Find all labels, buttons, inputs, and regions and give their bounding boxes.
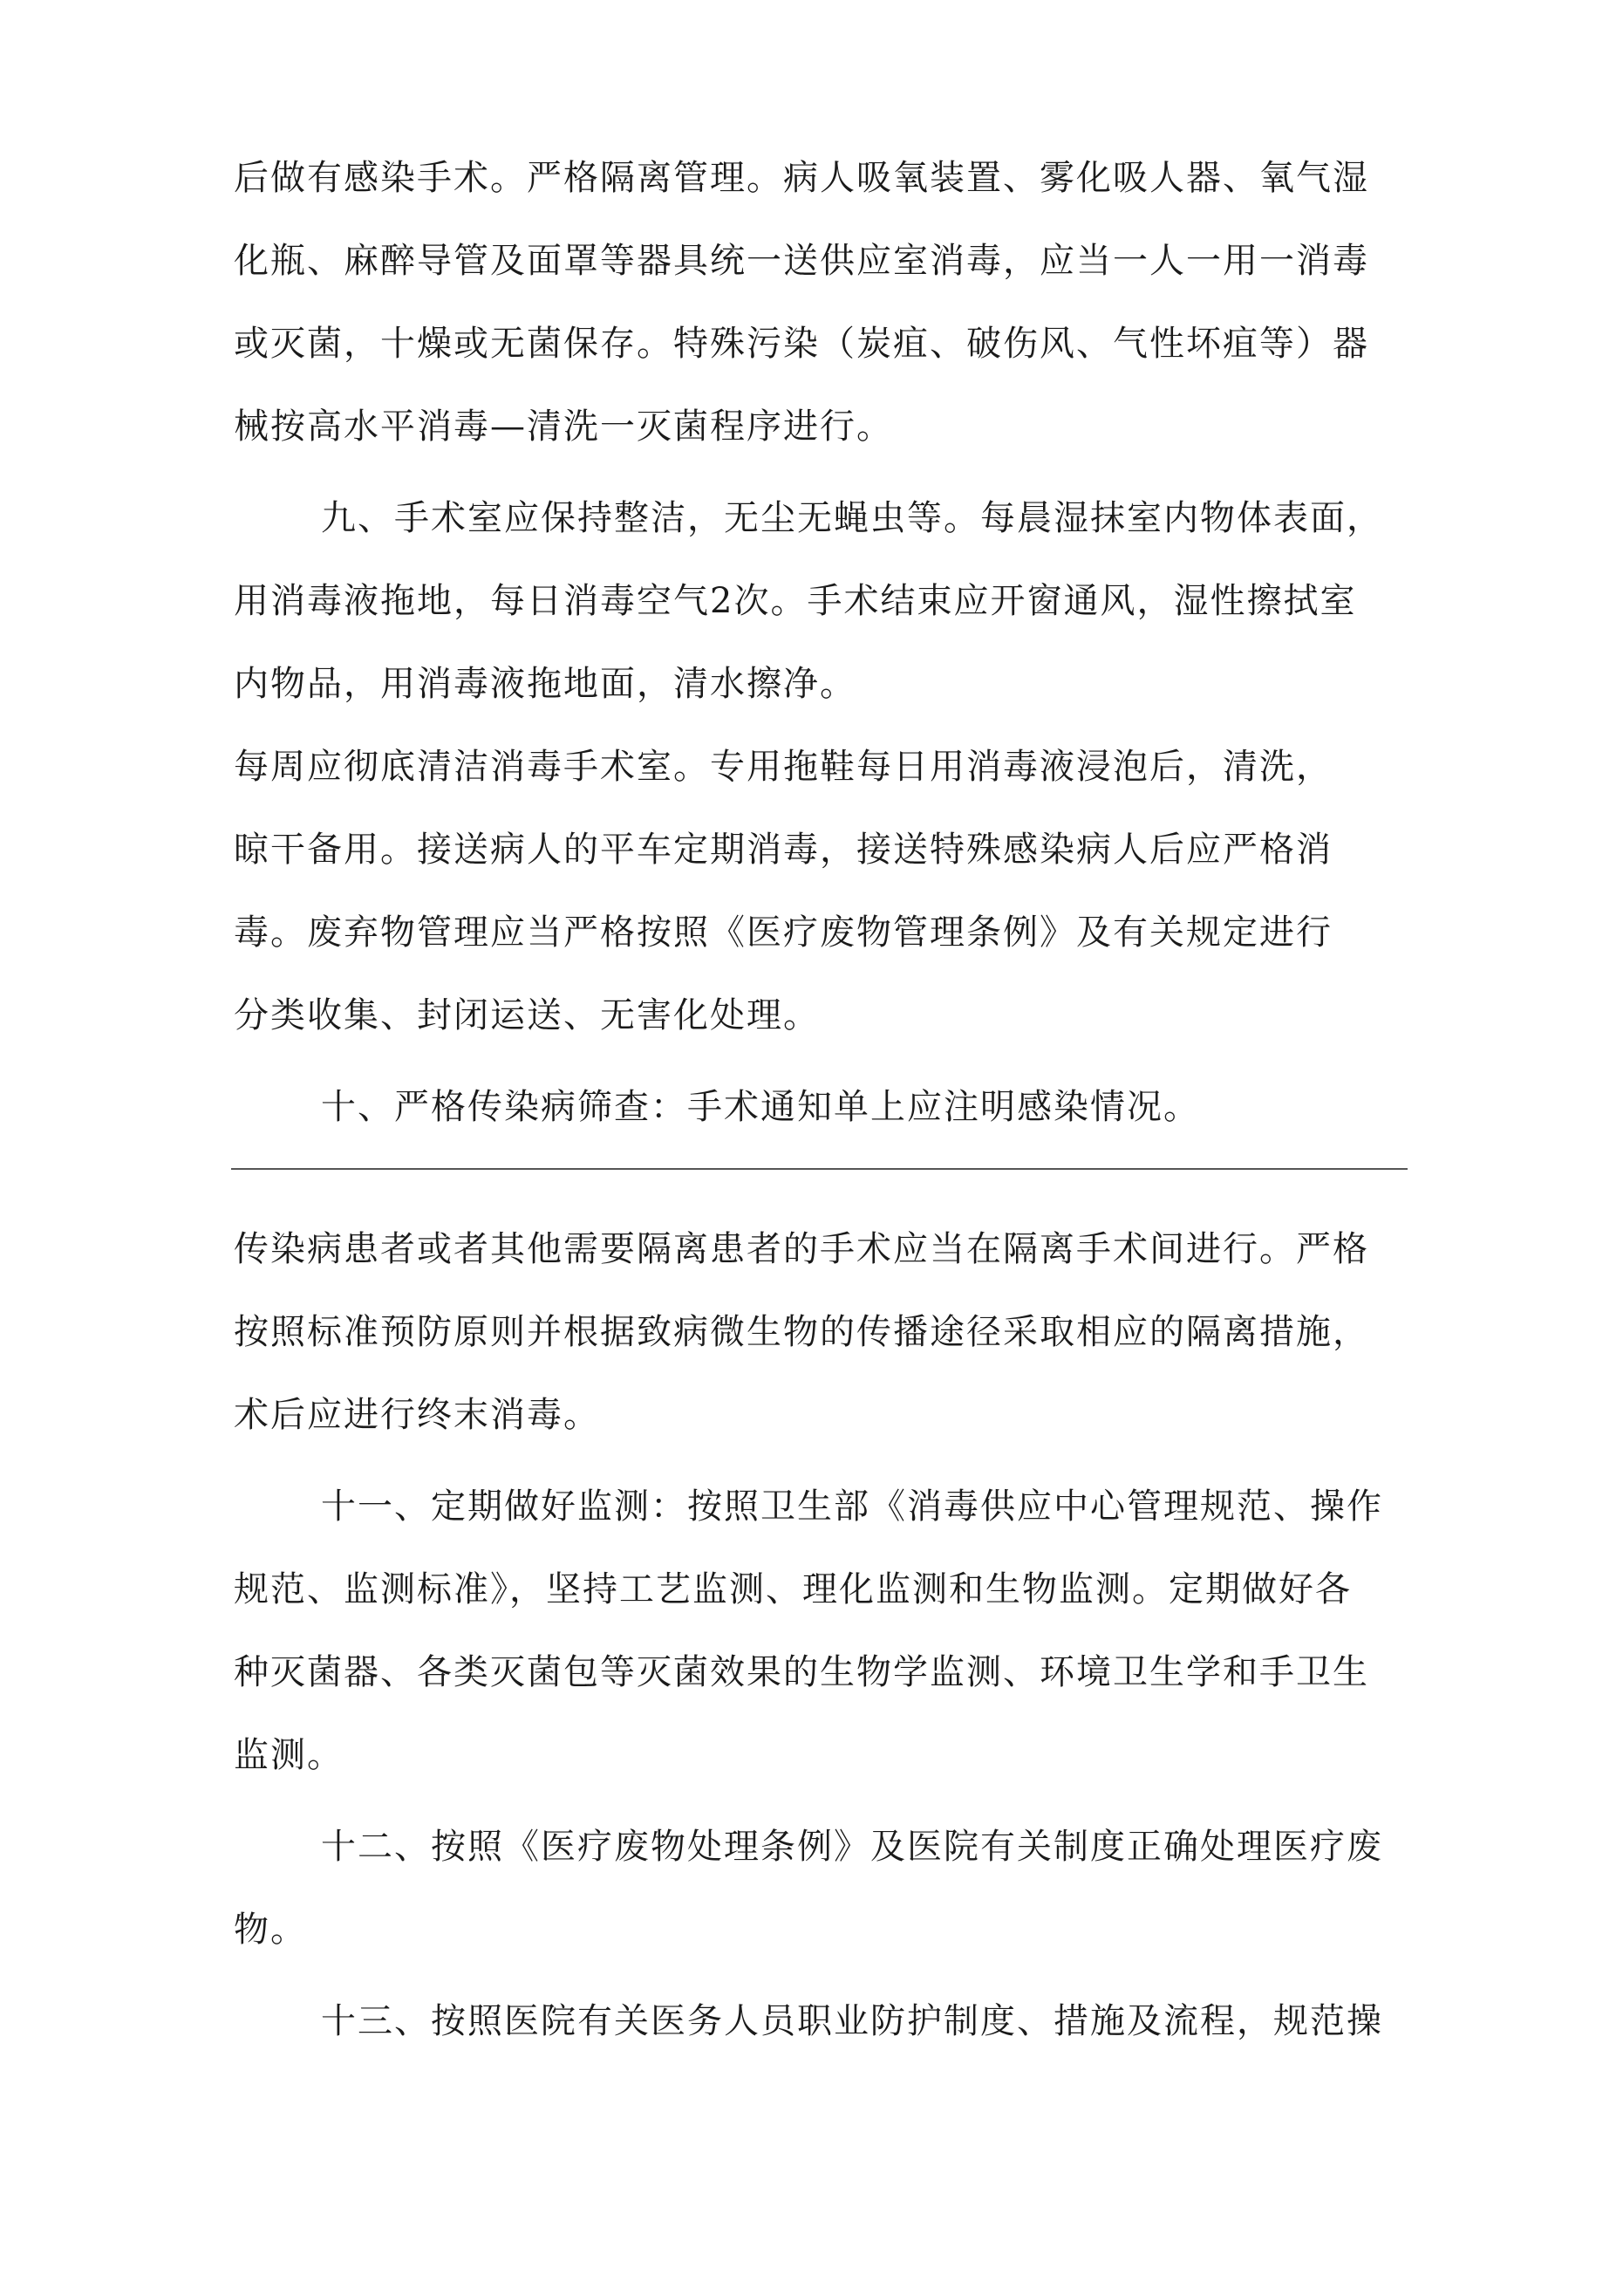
- text-line: 监测。: [234, 1735, 344, 1775]
- text-line: 术后应进行终末消毒。: [234, 1395, 600, 1435]
- text-line: 按照标准预防原则并根据致病微生物的传播途径采取相应的隔离措施，: [234, 1312, 1369, 1352]
- text-line: 晾干备用。接送病人的平车定期消毒，接送特殊感染病人后应严格消: [234, 830, 1333, 870]
- text-line: 十三、按照医院有关医务人员职业防护制度、措施及流程，规范操: [321, 2001, 1383, 2041]
- text-line: 化瓶、麻醉导管及面罩等器具统一送供应室消毒，应当一人一用一消毒: [234, 241, 1369, 281]
- text-line: 后做有感染手术。严格隔离管理。病人吸氧装置、雾化吸人器、氧气湿: [234, 158, 1369, 198]
- text-line: 传染病患者或者其他需要隔离患者的手术应当在隔离手术间进行。严格: [234, 1229, 1369, 1269]
- text-line: 规范、监测标准》，坚持工艺监测、理化监测和生物监测。定期做好各: [234, 1569, 1352, 1609]
- text-line: 十一、定期做好监测：按照卫生部《消毒供应中心管理规范、操作: [321, 1486, 1383, 1527]
- page-divider: [231, 1168, 1408, 1170]
- text-line: 械按高水平消毒—清洗一灭菌程序进行。: [234, 407, 893, 447]
- text-line: 每周应彻底清洁消毒手术室。专用拖鞋每日用消毒液浸泡后，清洗，: [234, 747, 1333, 787]
- text-line: 物。: [234, 1910, 307, 1950]
- text-line: 用消毒液拖地，每日消毒空气2次。手术结束应开窗通风，湿性擦拭室: [234, 581, 1357, 621]
- text-line: 十、严格传染病筛查：手术通知单上应注明感染情况。: [321, 1087, 1200, 1127]
- text-line: 种灭菌器、各类灭菌包等灭菌效果的生物学监测、环境卫生学和手卫生: [234, 1652, 1369, 1692]
- text-line: 毒。废弃物管理应当严格按照《医疗废物管理条例》及有关规定进行: [234, 912, 1333, 953]
- text-line: 分类收集、封闭运送、无害化处理。: [234, 995, 820, 1035]
- text-line: 内物品，用消毒液拖地面，清水擦净。: [234, 664, 856, 704]
- text-line: 十二、按照《医疗废物处理条例》及医院有关制度正确处理医疗废: [321, 1827, 1383, 1867]
- text-line: 或灭菌，十燥或无菌保存。特殊污染（炭疽、破伤风、气性坏疽等）器: [234, 324, 1369, 364]
- text-line: 九、手术室应保持整洁，无尘无蝇虫等。每晨湿抹室内物体表面，: [321, 498, 1383, 538]
